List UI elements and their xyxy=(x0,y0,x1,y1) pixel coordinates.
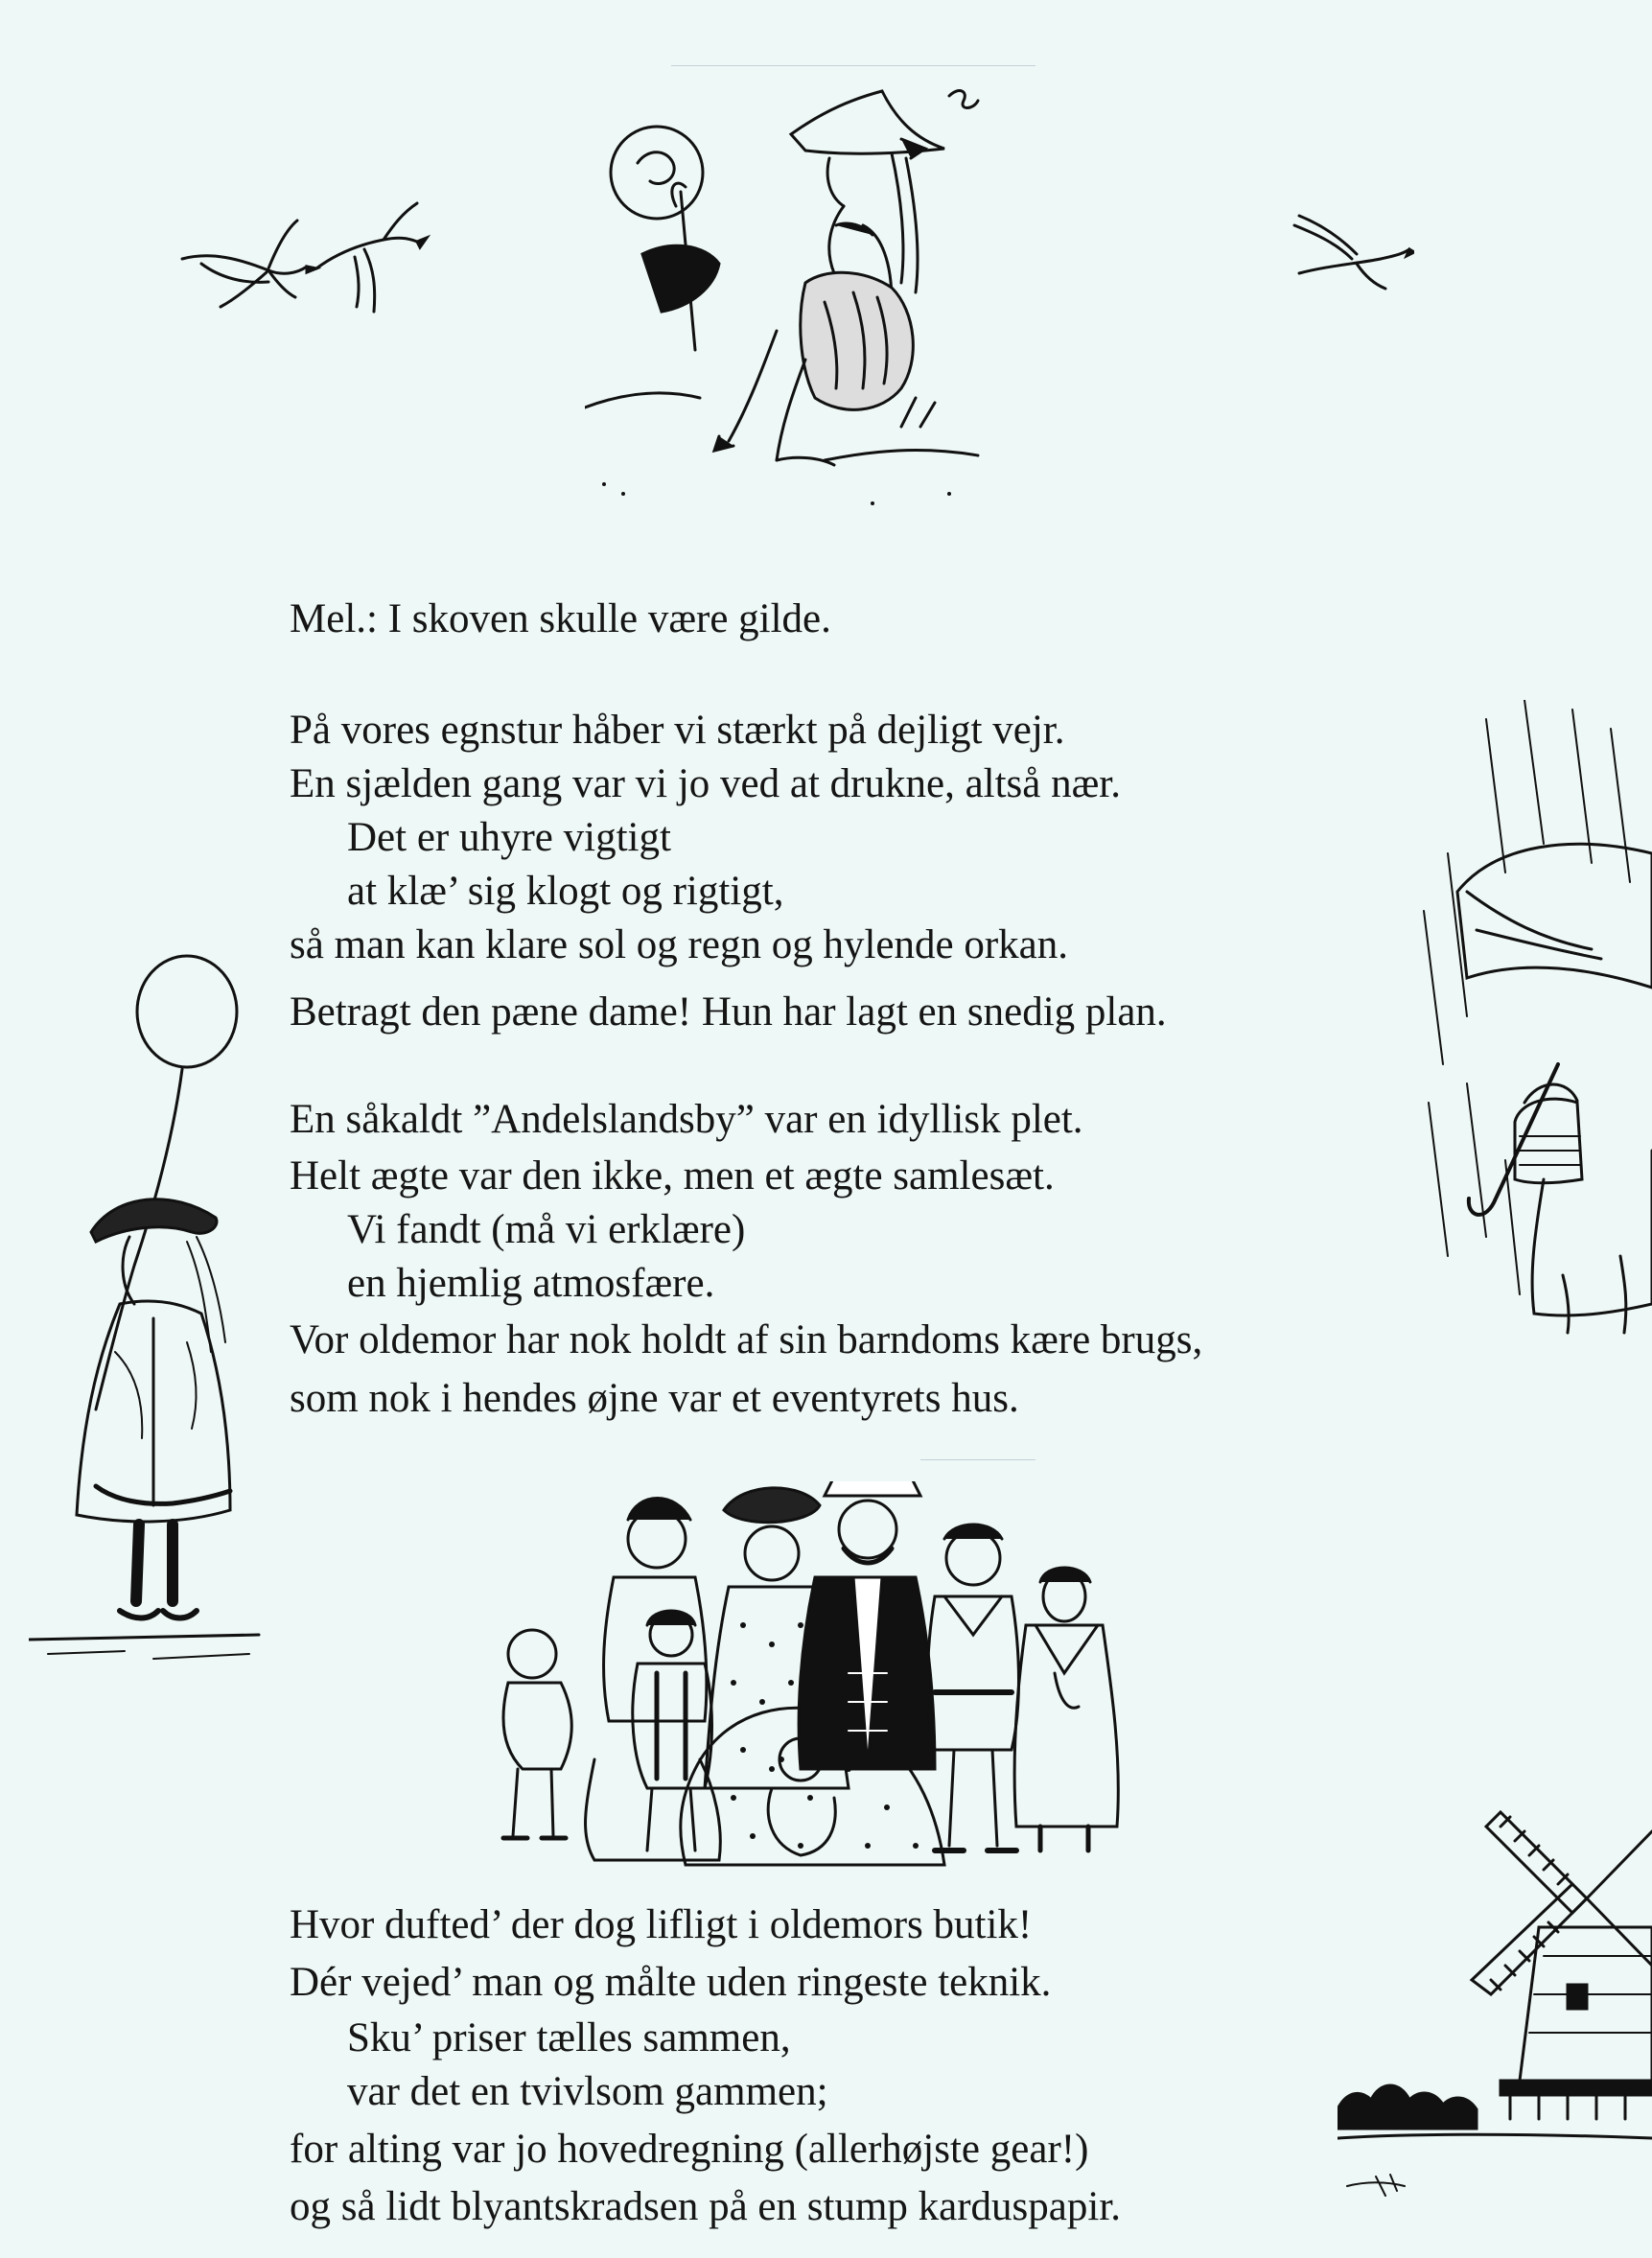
woman-in-rain-icon xyxy=(1409,700,1652,1342)
stanza-line: Helt ægte var den ikke, men et ægte samlesæt. xyxy=(290,1153,1055,1199)
family-group-icon xyxy=(484,1481,1136,1884)
melody-line: Mel.: I skoven skulle være gilde. xyxy=(290,596,831,641)
mid-rule xyxy=(920,1459,1035,1460)
stanza-line: for alting var jo hovedregning (allerhøjste gear!) xyxy=(290,2127,1089,2172)
stanza-line: Vor oldemor har nok holdt af sin barndoms kære brugs, xyxy=(290,1317,1203,1362)
girl-with-balloon-icon xyxy=(29,949,288,1697)
stanza-line: at klæ’ sig klogt og rigtigt, xyxy=(347,869,784,914)
stanza-line: Vi fandt (må vi erklære) xyxy=(347,1207,746,1252)
stanza-line: En såkaldt ”Andelslandsby” var en idyllisk plet. xyxy=(290,1097,1083,1142)
stanza-line: var det en tvivlsom gammen; xyxy=(347,2069,828,2114)
stanza-line: en hjemlig atmosfære. xyxy=(347,1261,715,1306)
top-rule xyxy=(671,65,1035,66)
stanza-line: På vores egnstur håber vi stærkt på dejligt vejr. xyxy=(290,708,1065,753)
stanza-line: og så lidt blyantskradsen på en stump karduspapir. xyxy=(290,2184,1122,2229)
stanza-line: Sku’ priser tælles sammen, xyxy=(347,2015,791,2060)
birds-icon xyxy=(173,192,431,336)
stanza-line: som nok i hendes øjne var et eventyrets hus. xyxy=(290,1376,1019,1421)
lady-with-umbrella-icon xyxy=(585,81,1035,532)
bird-icon xyxy=(1290,206,1414,292)
stanza-line: så man kan klare sol og regn og hylende orkan. xyxy=(290,922,1068,967)
stanza-line: Hvor dufted’ der dog lifligt i oldemors butik! xyxy=(290,1902,1033,1947)
stanza-line: Betragt den pæne dame! Hun har lagt en snedig plan. xyxy=(290,989,1167,1035)
windmill-icon xyxy=(1338,1803,1652,2215)
stanza-line: Dér vejed’ man og målte uden ringeste teknik. xyxy=(290,1960,1052,2005)
stanza-line: Det er uhyre vigtigt xyxy=(347,815,671,860)
stanza-line: En sjælden gang var vi jo ved at drukne, altså nær. xyxy=(290,761,1121,806)
